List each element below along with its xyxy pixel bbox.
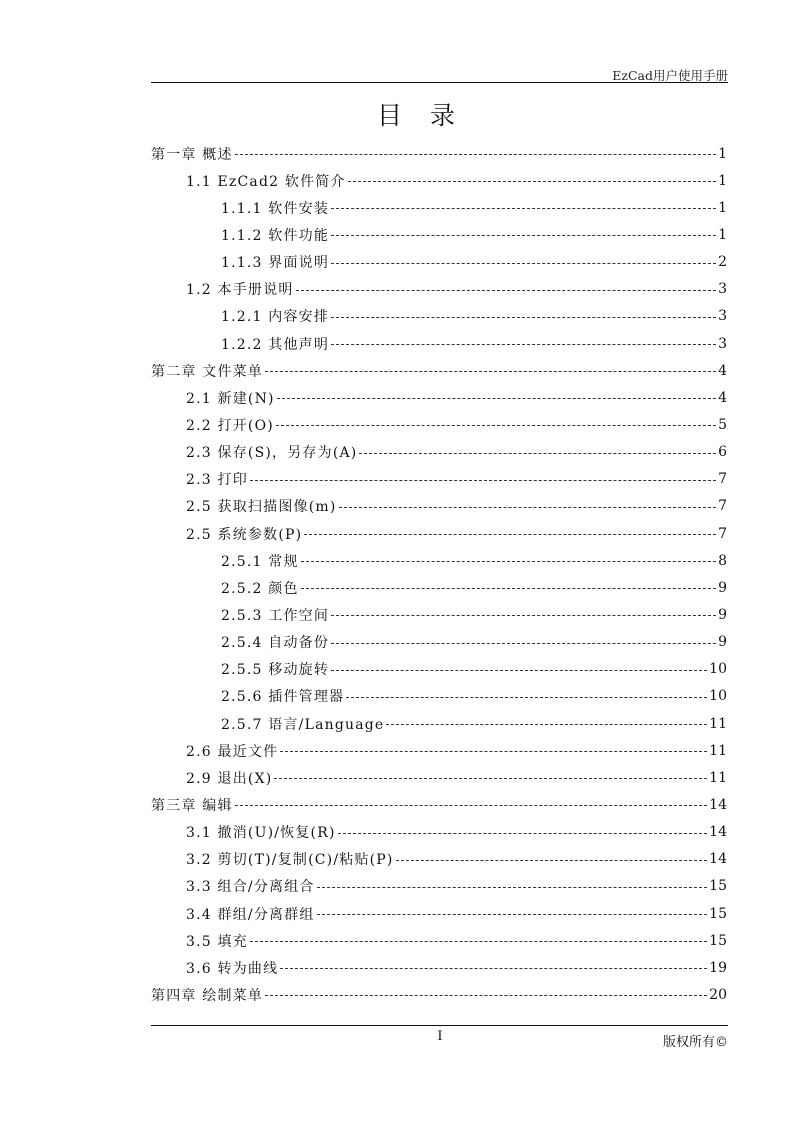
toc-entry-title: 2.5.3 工作空间: [221, 607, 330, 624]
toc-dot-leader: [331, 643, 716, 644]
toc-list: [151, 140, 727, 1009]
toc-entry-page: 1: [718, 226, 727, 243]
toc-entry[interactable]: [151, 900, 727, 927]
toc-dot-leader: [235, 805, 708, 806]
toc-entry-page: 14: [709, 796, 727, 813]
toc-entry-title: 2.9 退出(X): [186, 770, 273, 787]
toc-dot-leader: [301, 588, 716, 589]
toc-entry-page: 2: [718, 254, 727, 271]
toc-entry[interactable]: [151, 764, 727, 791]
toc-entry[interactable]: [151, 981, 727, 1008]
toc-dot-leader: [331, 235, 716, 236]
toc-entry-title: 1.1.3 界面说明: [221, 255, 330, 272]
toc-entry-page: 3: [718, 308, 727, 325]
toc-entry-page: 19: [709, 959, 727, 976]
toc-dot-leader: [265, 995, 707, 996]
toc-entry[interactable]: [151, 194, 727, 221]
toc-dot-leader: [331, 317, 716, 318]
toc-entry-page: 20: [709, 986, 727, 1003]
toc-entry-page: 14: [709, 824, 727, 841]
toc-entry[interactable]: [151, 303, 727, 330]
toc-dot-leader: [280, 968, 707, 969]
toc-entry-page: 11: [709, 715, 727, 732]
toc-entry[interactable]: [151, 819, 727, 846]
toc-entry-page: 9: [718, 606, 727, 623]
toc-entry-page: 6: [718, 444, 727, 461]
toc-dot-leader: [331, 263, 716, 264]
toc-dot-leader: [235, 154, 716, 155]
footer-page-number: I: [437, 1029, 443, 1044]
toc-dot-leader: [301, 561, 716, 562]
toc-entry-title: 1.2 本手册说明: [186, 282, 294, 299]
toc-entry-page: 9: [718, 634, 727, 651]
toc-entry-page: 1: [718, 199, 727, 216]
toc-entry[interactable]: [151, 493, 727, 520]
toc-entry-title: 第二章 文件菜单: [151, 363, 264, 380]
toc-dot-leader: [277, 398, 716, 399]
toc-entry-page: 11: [709, 742, 727, 759]
toc-entry-title: 2.5 系统参数(P): [186, 526, 303, 543]
toc-dot-leader: [317, 887, 708, 888]
toc-dot-leader: [331, 615, 716, 616]
toc-entry[interactable]: [151, 873, 727, 900]
toc-entry-title: 1.2.1 内容安排: [221, 309, 330, 326]
toc-dot-leader: [346, 697, 707, 698]
toc-entry[interactable]: [151, 601, 727, 628]
toc-entry-title: 3.5 填充: [186, 933, 248, 950]
footer-copyright: 版权所有©: [662, 1035, 728, 1050]
toc-dot-leader: [304, 534, 716, 535]
toc-entry-page: 7: [718, 471, 727, 488]
toc-entry-page: 10: [709, 661, 727, 678]
toc-entry-title: 2.5.1 常规: [221, 553, 299, 570]
toc-entry[interactable]: [151, 466, 727, 493]
toc-entry-title: 2.5.6 插件管理器: [221, 689, 345, 706]
toc-entry[interactable]: [151, 221, 727, 248]
toc-entry-title: 2.5 获取扫描图像(m): [186, 499, 337, 516]
toc-dot-leader: [276, 425, 716, 426]
toc-entry-title: 3.1 撤消(U)/恢复(R): [186, 825, 336, 842]
toc-title: 目录: [376, 101, 483, 130]
toc-entry-title: 1.1.1 软件安装: [221, 200, 330, 217]
toc-entry[interactable]: [151, 167, 727, 194]
toc-entry[interactable]: [151, 330, 727, 357]
toc-entry[interactable]: [151, 629, 727, 656]
toc-entry[interactable]: [151, 710, 727, 737]
toc-entry-page: 10: [709, 688, 727, 705]
toc-dot-leader: [265, 371, 716, 372]
toc-entry-page: 15: [709, 905, 727, 922]
toc-entry-title: 1.1 EzCad2 软件简介: [186, 173, 346, 190]
toc-entry-title: 2.2 打开(O): [186, 417, 274, 434]
toc-entry[interactable]: [151, 954, 727, 981]
toc-entry-page: 14: [709, 851, 727, 868]
toc-entry-page: 3: [718, 335, 727, 352]
toc-dot-leader: [296, 290, 717, 291]
toc-entry-page: 15: [709, 878, 727, 895]
toc-entry-page: 8: [718, 552, 727, 569]
toc-entry[interactable]: [151, 737, 727, 764]
toc-entry-title: 2.1 新建(N): [186, 390, 275, 407]
toc-dot-leader: [331, 670, 707, 671]
toc-entry-title: 2.5.7 语言/Language: [221, 716, 385, 733]
toc-entry-page: 9: [718, 579, 727, 596]
toc-entry[interactable]: [151, 357, 727, 384]
toc-entry-page: 5: [718, 416, 727, 433]
footer-rule: [151, 1025, 728, 1026]
toc-entry[interactable]: [151, 439, 727, 466]
toc-dot-leader: [359, 453, 716, 454]
toc-entry[interactable]: [151, 927, 727, 954]
toc-entry[interactable]: [151, 411, 727, 438]
toc-entry-title: 2.3 保存(S)，另存为(A): [186, 445, 358, 462]
toc-entry-title: 2.5.2 颜色: [221, 580, 299, 597]
toc-entry-title: 第四章 绘制菜单: [151, 987, 264, 1004]
toc-dot-leader: [386, 724, 707, 725]
toc-entry-title: 3.2 剪切(T)/复制(C)/粘贴(P): [186, 852, 394, 869]
toc-entry[interactable]: [151, 249, 727, 276]
toc-entry-title: 2.5.5 移动旋转: [221, 662, 330, 679]
toc-entry-title: 2.3 打印: [186, 472, 248, 489]
toc-dot-leader: [396, 860, 708, 861]
toc-entry[interactable]: [151, 683, 727, 710]
toc-entry-page: 3: [718, 281, 727, 298]
toc-entry-page: 15: [709, 932, 727, 949]
toc-dot-leader: [250, 480, 716, 481]
toc-entry-title: 1.1.2 软件功能: [221, 227, 330, 244]
toc-entry-title: 1.2.2 其他声明: [221, 336, 330, 353]
header-rule: [151, 82, 728, 83]
toc-entry-title: 第三章 编辑: [151, 797, 233, 814]
toc-dot-leader: [250, 941, 707, 942]
toc-entry[interactable]: [151, 276, 727, 303]
running-header: EzCad用户使用手册: [612, 68, 728, 83]
toc-entry[interactable]: [151, 547, 727, 574]
toc-dot-leader: [331, 208, 716, 209]
toc-entry-page: 7: [718, 498, 727, 515]
toc-dot-leader: [274, 778, 707, 779]
toc-entry[interactable]: [151, 140, 727, 167]
toc-entry-page: 11: [709, 769, 727, 786]
toc-entry[interactable]: [151, 846, 727, 873]
toc-entry-title: 3.4 群组/分离群组: [186, 906, 315, 923]
toc-dot-leader: [280, 751, 707, 752]
toc-entry-title: 2.5.4 自动备份: [221, 635, 330, 652]
toc-entry-title: 第一章 概述: [151, 146, 233, 163]
toc-dot-leader: [348, 181, 716, 182]
toc-entry[interactable]: [151, 520, 727, 547]
toc-entry-page: 1: [718, 145, 727, 162]
toc-entry-title: 3.6 转为曲线: [186, 960, 279, 977]
toc-entry-page: 1: [718, 172, 727, 189]
toc-dot-leader: [317, 914, 708, 915]
toc-entry-page: 4: [718, 389, 727, 406]
toc-dot-leader: [331, 344, 716, 345]
toc-entry-page: 4: [718, 362, 727, 379]
toc-entry[interactable]: [151, 574, 727, 601]
toc-entry-title: 2.6 最近文件: [186, 743, 279, 760]
toc-entry-page: 7: [718, 525, 727, 542]
toc-dot-leader: [339, 507, 717, 508]
toc-entry[interactable]: [151, 791, 727, 818]
toc-entry[interactable]: [151, 384, 727, 411]
toc-entry-title: 3.3 组合/分离组合: [186, 879, 315, 896]
toc-entry[interactable]: [151, 656, 727, 683]
toc-dot-leader: [338, 833, 708, 834]
